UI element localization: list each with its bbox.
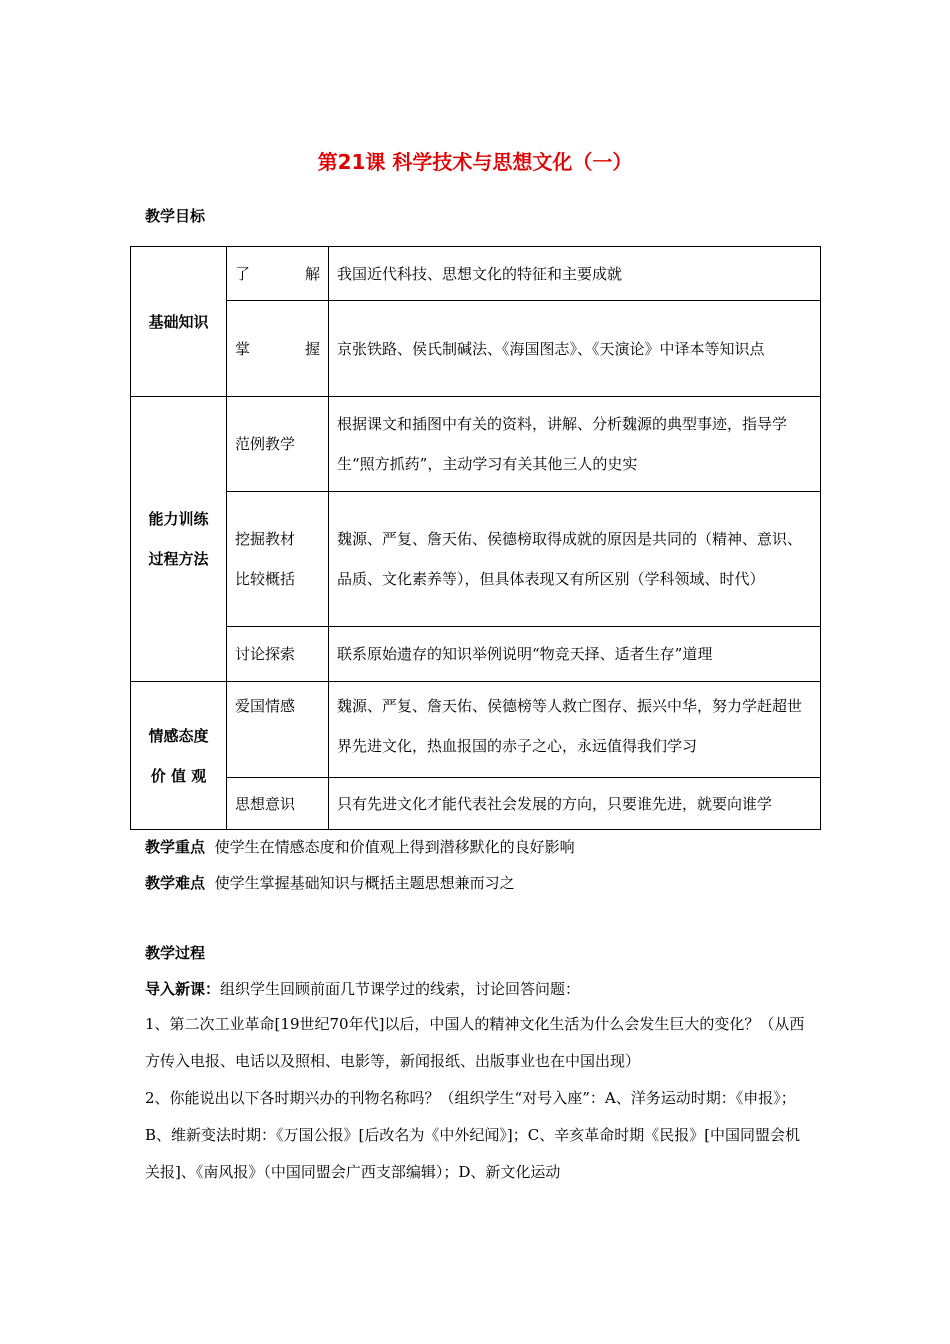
table-cell: 魏源、严复、詹天佑、侯德榜等人救亡图存、振兴中华，努力学赶超世界先进文化，热血报国的赤子之心，永远值得我们学习 [329,682,821,778]
table-row [131,778,821,830]
table-cell: 我国近代科技、思想文化的特征和主要成就 [329,247,821,301]
table-row [131,492,821,627]
process-heading: 教学过程 [145,944,206,962]
question-1: 1、第二次工业革命[19世纪70年代]以后，中国人的精神文化生活为什么会发生巨大的变化？（从西方传入电报、电话以及照相、电影等，新闻报纸、出版事业也在中国出现） [145,1015,805,1070]
page-title: 第21课 科学技术与思想文化（一） [317,150,633,174]
sublabel-understand: 了 解 [227,247,329,301]
table-row [131,682,821,778]
sublabel-patriotism: 爱国情感 [227,682,329,778]
table-cell: 京张铁路、侯氏制碱法、《海国图志》、《天演论》中译本等知识点 [329,301,821,397]
sublabel-example-teaching: 范例教学 [227,397,329,492]
category-emotion: 情感态度 价 值 观 [131,682,227,830]
table-cell: 魏源、严复、詹天佑、侯德榜取得成就的原因是共同的（精神、意识、品质、文化素养等），但具体表现又有所区别（学科领域、时代） [329,492,821,627]
difficult-point: 教学难点 使学生掌握基础知识与概括主题思想兼而习之 [145,874,515,892]
key-point: 教学重点 使学生在情感态度和价值观上得到潜移默化的良好影响 [145,838,575,856]
table-cell: 只有先进文化才能代表社会发展的方向，只要谁先进，就要向谁学 [329,778,821,830]
table-row [131,627,821,682]
objectives-heading: 教学目标 [145,207,206,225]
table-row [131,247,821,301]
category-ability: 能力训练 过程方法 [131,397,227,682]
category-basic: 基础知识 [131,247,227,397]
question-2: 2、你能说出以下各时期兴办的刊物名称吗？（组织学生“对号入座”：A、洋务运动时期：《申报》；B、维新变法时期：《万国公报》[后改名为《中外纪闻》]；C、辛亥革命时期《民报》[中国同盟会机关报]、《南风报》（中国同盟会广西支部编辑）；D、新文化运动 [145,1089,801,1181]
sublabel-master: 掌 握 [227,301,329,397]
sublabel-dig-compare: 挖掘教材 比较概括 [227,492,329,627]
sublabel-discussion: 讨论探索 [227,627,329,682]
objectives-table [130,246,821,830]
intro-line: 导入新课：组织学生回顾前面几节课学过的线索，讨论回答问题： [145,980,581,998]
table-cell: 根据课文和插图中有关的资料，讲解、分析魏源的典型事迹，指导学生“照方抓药”，主动学习有关其他三人的史实 [329,397,821,492]
sublabel-ideology: 思想意识 [227,778,329,830]
table-row [131,397,821,492]
table-cell: 联系原始遗存的知识举例说明“物竞天择、适者生存”道理 [329,627,821,682]
table-row [131,301,821,397]
